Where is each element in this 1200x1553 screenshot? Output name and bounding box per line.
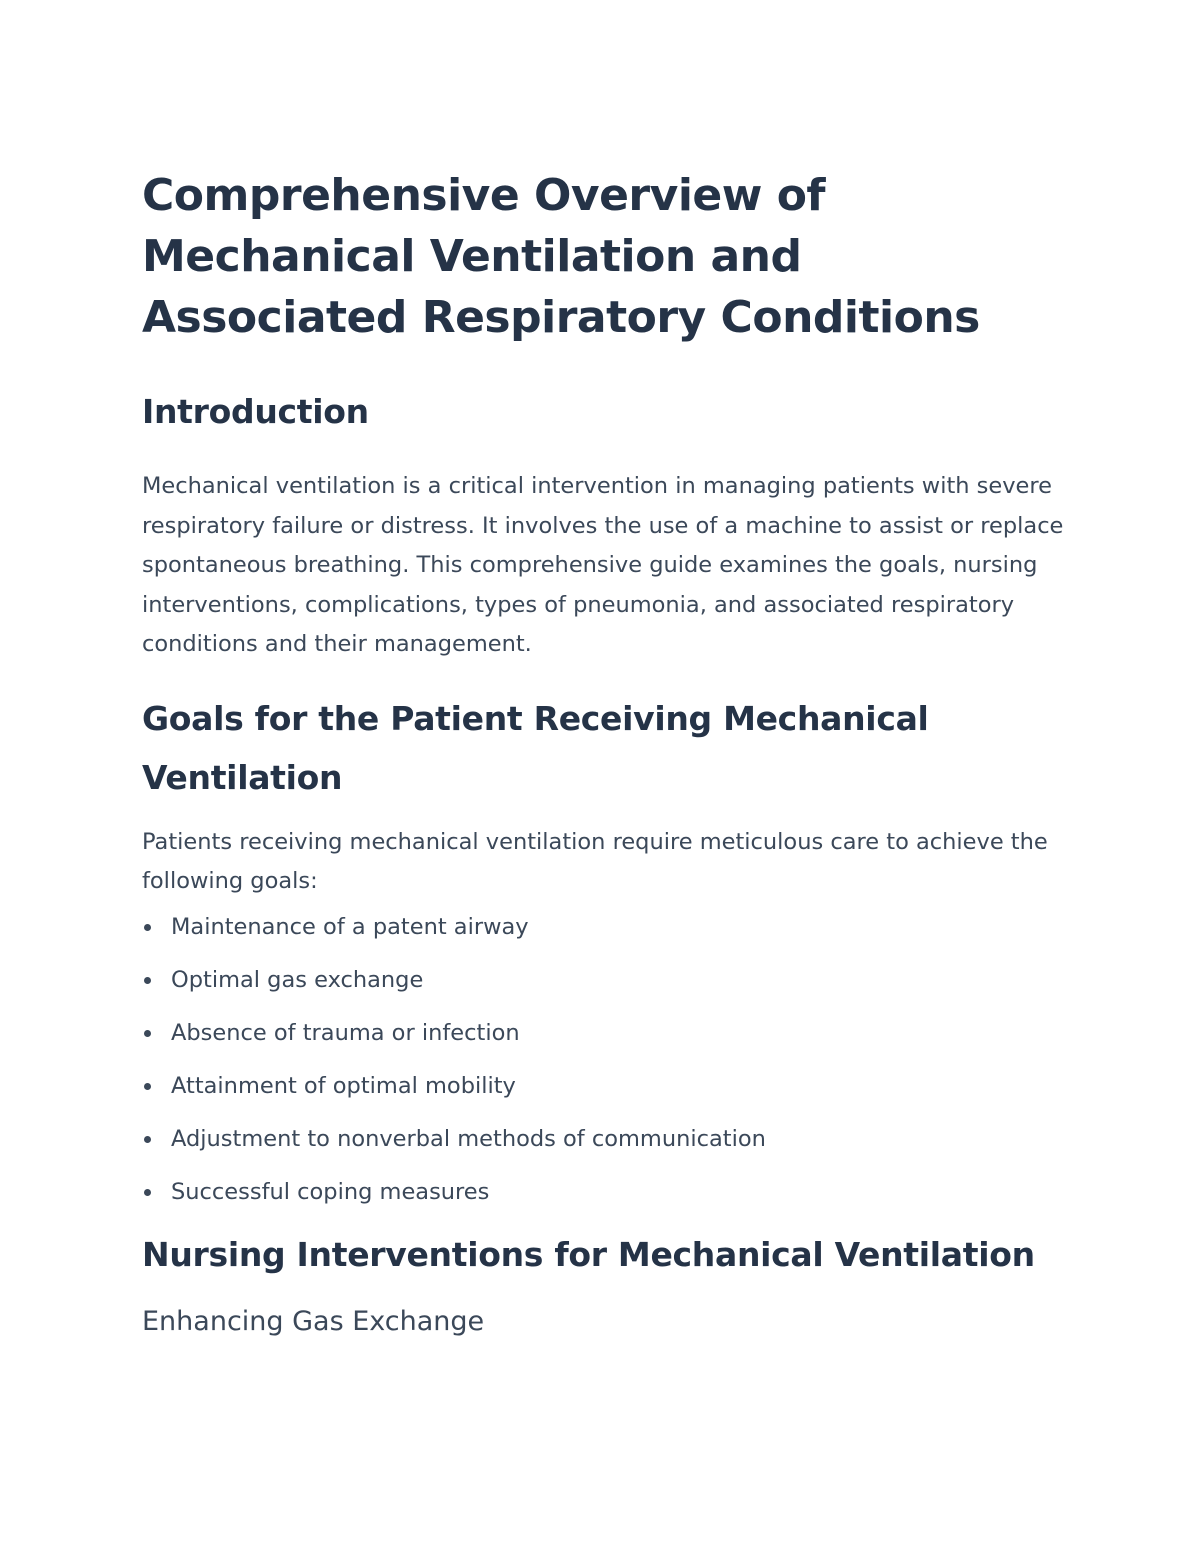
bullet-icon — [144, 1136, 151, 1143]
list-item-text: Successful coping measures — [171, 1178, 490, 1205]
bullet-icon — [144, 977, 151, 984]
bullet-icon — [144, 1030, 151, 1037]
document-title: Comprehensive Overview of Mechanical Ventilation and Associated Respiratory Conditions — [142, 170, 980, 343]
list-item-text: Optimal gas exchange — [171, 966, 424, 993]
bullet-icon — [144, 1189, 151, 1196]
goals-heading: Goals for the Patient Receiving Mechanical Ventilation — [142, 698, 929, 797]
list-item-text: Maintenance of a patent airway — [171, 913, 529, 940]
bullet-icon — [144, 924, 151, 931]
nursing-interventions-heading: Nursing Interventions for Mechanical Ventilation — [142, 1234, 1035, 1274]
document-page — [142, 165, 1072, 1342]
enhancing-gas-exchange-subheading: Enhancing Gas Exchange — [142, 1305, 485, 1337]
list-item-text: Attainment of optimal mobility — [171, 1072, 516, 1099]
list-item — [142, 1020, 1072, 1047]
list-item — [142, 967, 1072, 994]
list-item — [142, 1179, 1072, 1206]
goals-list — [142, 914, 1072, 1206]
list-item — [142, 1073, 1072, 1100]
introduction-paragraph: Mechanical ventilation is a critical intervention in managing patients with severe respiratory failure or distress. It involves the use of a machine to assist or replace spontaneous breathing. This comprehensive guide examines the goals, nursing interventions, complications, types of pneumonia, and associated respiratory conditions and their management. — [142, 473, 1064, 657]
bullet-icon — [144, 1083, 151, 1090]
goals-intro-paragraph: Patients receiving mechanical ventilation require meticulous care to achieve the following goals: — [142, 828, 1048, 894]
list-item — [142, 914, 1072, 941]
introduction-heading: Introduction — [142, 392, 369, 431]
list-item-text: Adjustment to nonverbal methods of communication — [171, 1125, 766, 1152]
list-item — [142, 1126, 1072, 1153]
list-item-text: Absence of trauma or infection — [171, 1019, 520, 1046]
